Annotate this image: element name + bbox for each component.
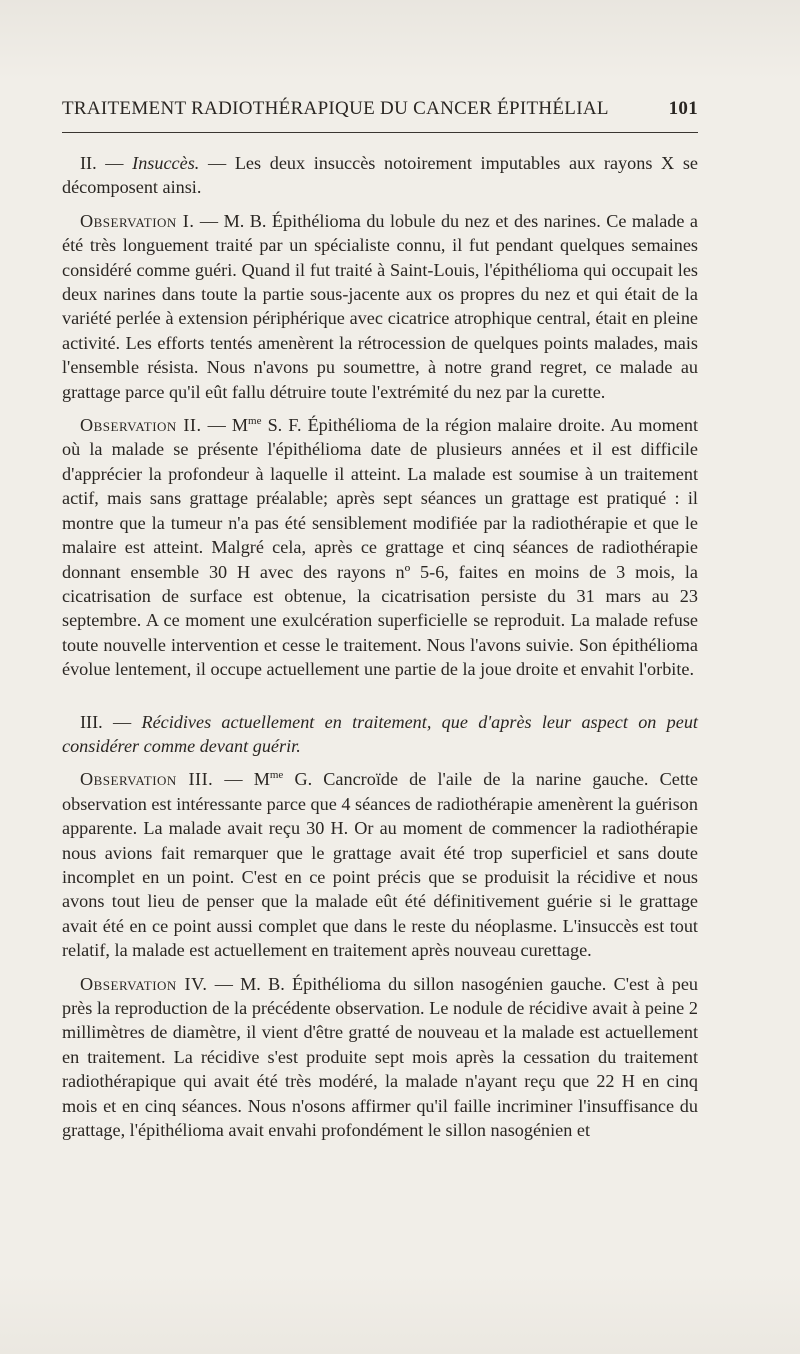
section-3-heading: Récidives actuellement en traitement, que d'après leur aspect on peut considérer comme devant guérir. (62, 711, 698, 756)
observation-3-title: M (253, 769, 270, 790)
observation-1-label: Observation I. (80, 210, 195, 231)
section-2-number: II. — (80, 153, 124, 173)
section-3-paragraph (62, 710, 698, 759)
observation-3-text: G. Cancroïde de l'aile de la narine gauche. Cette observation est intéressante parce que 4 séances de radiothérapie amenèrent la guérison apparente. La malade avait reçu 30 H. Or au moment de commencer la radiothérapie nous avions fait remarquer que le grattage avait été trop superficiel et sans doute incomplet en un point. C'est en ce point précis que se produisit la récidive et nous avons tout lieu de penser que la malade eût été définitivement guérie si le grattage avait été en ce point aussi complet que dans le reste du néoplasme. L'insuccès est tout relatif, la malade est actuellement en traitement après nouveau curettage. (62, 769, 699, 961)
observation-1 (62, 209, 698, 404)
observation-2-text: S. F. Épithélioma de la région malaire droite. Au moment où la malade se présente l'épithélioma date de plusieurs années et il est difficile d'apprécier la profondeur à laquelle il atteint. La malade est soumise à un traitement actif, mais sans grattage préalable; après sept séances un grattage est pratiqué : il montre que la tumeur n'a pas été sensiblement modifiée par la radiothérapie et que le malaire est atteint. Malgré cela, après ce grattage et cinq séances de radiothérapie donnant ensemble 30 H avec des rayons nº 5-6, faites en moins de 3 mois, la cicatrisation de surface est obtenue, la cicatrisation persiste du 31 mars au 23 septembre. A ce moment une exulcération superficielle se reproduit. La malade refuse toute nouvelle intervention et cesse le traitement. Nous l'avons suivie. Son épithélioma évolue lentement, il occupe actuellement une partie de la joue droite et envahit l'orbite. (62, 415, 699, 680)
section-2-text: — Les deux insuccès notoirement imputables aux rayons X se décomposent ainsi. (62, 153, 698, 198)
observation-4 (62, 972, 698, 1143)
observation-2-title: M (231, 415, 249, 436)
page-number: 101 (668, 98, 698, 119)
observation-2: Observation II. — $M^{me}$ S. F. Épithélioma de la région malaire droite. Au moment où la malade se présente l'épithélioma date de plusieurs années et il est difficile d'apprécier la profondeur à laquelle il atteint. La malade est soumise à un traitement actif, mais sans grattage préalable; après sept séances un grattage est pratiqué : il montre que la tumeur n'a pas été sensiblement modifiée par la radiothérapie et que le malaire est atteint. Malgré cela, après ce grattage et cinq séances de radiothérapie donnant ensemble 30 H avec des rayons nº 5-6, faites en moins de 3 mois, la cicatrisation de surface est obtenue, la cicatrisation persiste du 31 mars au 23 septembre. A ce moment une exulcération superficielle se reproduit. La malade refuse toute nouvelle intervention et cesse le traitement. Nous l'avons suivie. Son épithélioma évolue lentement, il occupe actuellement une partie de la joue droite et envahit l'orbite. (62, 415, 699, 680)
observation-1-text: — M. B. Épithélioma du lobule du nez et des narines. Ce malade a été très longuement traité par un spécialiste connu, il fut pendant quelques semaines considéré comme guéri. Quand il fut traité à Saint-Louis, l'épithélioma qui occupait les deux narines dans toute la partie sous-jacente aux os propres du nez et qui était de la variété perlée à extension périphérique avec cicatrice atrophique central, était en pleine activité. Les efforts tentés amenèrent la rétrocession de quelques points malades, mais l'ensemble résista. Nous n'avons pu soumettre, à notre grand regret, ce malade au grattage parce qu'il eût fallu détruire toute l'extrémité du nez par la curette. (62, 210, 698, 402)
observation-3: Observation III. — $M^{me}$ G. Cancroïde de l'aile de la narine gauche. Cette observation est intéressante parce que 4 séances de radiothérapie amenèrent la guérison apparente. La malade avait reçu 30 H. Or au moment de commencer la radiothérapie nous avions fait remarquer que le grattage avait été trop superficiel et sans doute incomplet en un point. C'est en ce point précis que se produisit la récidive et nous avons tout lieu de penser que la malade eût été définitivement guérie si le grattage avait été en ce point aussi complet que dans le reste du néoplasme. L'insuccès est tout relatif, la malade est actuellement en traitement après nouveau curettage. (62, 769, 699, 961)
observation-4-text: — M. B. Épithélioma du sillon nasogénien gauche. C'est à peu près la reproduction de la précédente observation. Le nodule de récidive avait à peine 2 millimètres de diamètre, il vient d'être gratté de nouveau et la malade est actuellement en traitement. La récidive s'est produite sept mois après la cessation du traitement radiothérapique qui avait été très modéré, la malade n'ayant reçu que 22 H en cinq mois et en cinq séances. Nous n'osons affirmer qu'il faille incriminer l'insuffisance du grattage, l'épithélioma avait envahi profondément le sillon nasogénien et (62, 973, 698, 1141)
running-title: TRAITEMENT RADIOTHÉRAPIQUE DU CANCER ÉPITHÉLIAL (62, 98, 609, 119)
running-header (62, 98, 698, 120)
observation-3-title-sup: me (269, 769, 284, 782)
header-rule (62, 132, 698, 133)
page-body (62, 151, 698, 1142)
observation-2-label: Observation II. (80, 415, 202, 436)
section-3-number: III. — (80, 711, 132, 732)
observation-4-label: Observation IV. (80, 973, 208, 994)
observation-2-title-sup: me (248, 415, 262, 427)
observation-3-label: Observation III. (80, 769, 214, 790)
section-2-paragraph (62, 151, 698, 200)
section-2-heading: Insuccès. (132, 153, 200, 173)
